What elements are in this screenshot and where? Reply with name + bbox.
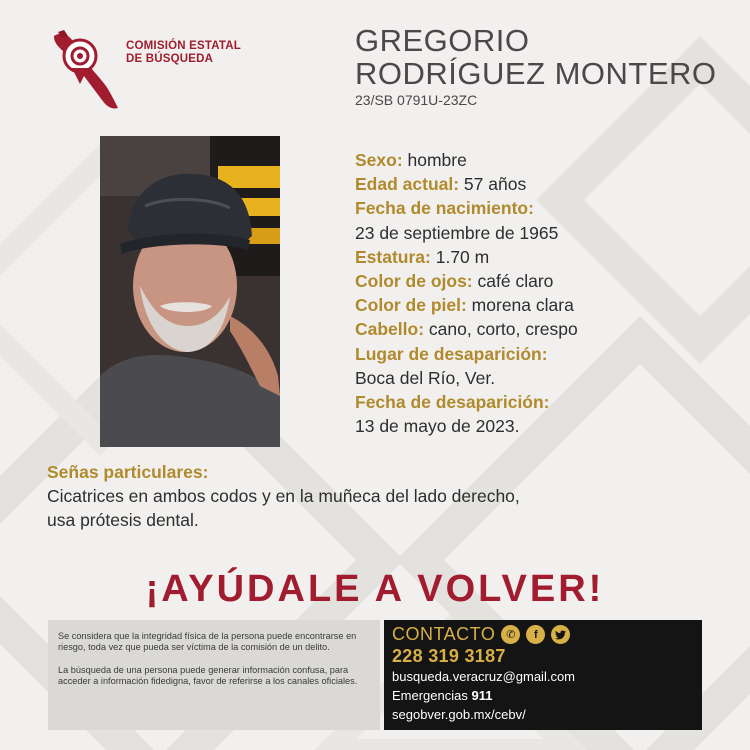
detail-value: morena clara — [466, 295, 574, 316]
person-photo — [100, 136, 280, 447]
emergencias-number[interactable]: 911 — [471, 688, 493, 703]
detail-value: 57 años — [459, 174, 527, 195]
contact-emergencias — [392, 686, 702, 705]
detail-value: cano, corto, crespo — [424, 319, 578, 340]
detail-label: Sexo: — [355, 150, 403, 170]
notice-paragraph-1: Se considera que la integridad física de la persona puede encontrarse en riesgo, toda vez que pueda ser víctima de la comisión de un delito. — [58, 631, 357, 653]
person-last-name: RODRÍGUEZ MONTERO — [355, 56, 717, 91]
contact-phone[interactable]: 228 319 3187 — [392, 646, 506, 666]
contact-website[interactable]: segobver.gob.mx/cebv/ — [392, 707, 526, 722]
agency-logo — [48, 26, 268, 116]
distinguishing-marks-label: Señas particulares: — [47, 462, 209, 482]
contact-header — [392, 624, 702, 645]
detail-estatura — [355, 245, 578, 269]
agency-name-line1: COMISIÓN ESTATAL — [126, 40, 241, 52]
person-details — [355, 148, 578, 438]
detail-label: Edad actual: — [355, 174, 460, 195]
detail-lugar-value: Boca del Río, Ver. — [355, 367, 496, 388]
detail-nacimiento-value: 23 de septiembre de 1965 — [355, 222, 559, 243]
distinguishing-marks — [47, 460, 717, 532]
detail-value: 1.70 m — [430, 246, 490, 267]
twitter-icon[interactable] — [551, 625, 570, 644]
facebook-icon[interactable]: f — [526, 625, 545, 644]
detail-piel — [355, 293, 578, 317]
agency-name-line2: DE BÚSQUEDA — [126, 53, 214, 65]
contact-title: CONTACTO — [392, 624, 496, 644]
detail-label: Cabello: — [355, 319, 425, 340]
agency-name — [126, 40, 241, 66]
detail-label: Color de ojos: — [355, 271, 473, 292]
phone-icon[interactable]: ✆ — [501, 625, 520, 644]
detail-cabello — [355, 317, 578, 341]
detail-sexo — [355, 148, 578, 172]
detail-fecha-desaparicion-value: 13 de mayo de 2023. — [355, 416, 520, 437]
contact-box — [384, 620, 702, 730]
contact-email[interactable]: busqueda.veracruz@gmail.com — [392, 669, 576, 684]
emergencias-label: Emergencias — [392, 688, 472, 703]
detail-value: café claro — [472, 271, 554, 292]
veracruz-map-pin-icon — [48, 26, 126, 116]
detail-lugar-label: Lugar de desaparición: — [355, 343, 548, 364]
notice-paragraph-2: La búsqueda de una persona puede generar información confusa, para acceder a información fidedigna, favor de referirse a los canales oficiales. — [58, 664, 358, 686]
person-first-name: GREGORIO — [355, 23, 530, 58]
detail-fecha-desaparicion-label: Fecha de desaparición: — [355, 392, 550, 413]
slogan-heading: ¡AYÚDALE A VOLVER! — [145, 568, 605, 610]
detail-edad — [355, 172, 578, 196]
person-name — [355, 24, 717, 90]
legal-notice — [48, 620, 380, 730]
case-folio: 23/SB 0791U-23ZC — [355, 92, 478, 108]
detail-nacimiento-label: Fecha de nacimiento: — [355, 198, 534, 219]
detail-label: Estatura: — [355, 246, 431, 267]
detail-value: hombre — [402, 150, 467, 170]
distinguishing-marks-line1: Cicatrices en ambos codos y en la muñeca del lado derecho, — [47, 486, 520, 506]
detail-ojos — [355, 269, 578, 293]
detail-label: Color de piel: — [355, 295, 467, 316]
distinguishing-marks-line2: usa prótesis dental. — [47, 510, 199, 530]
